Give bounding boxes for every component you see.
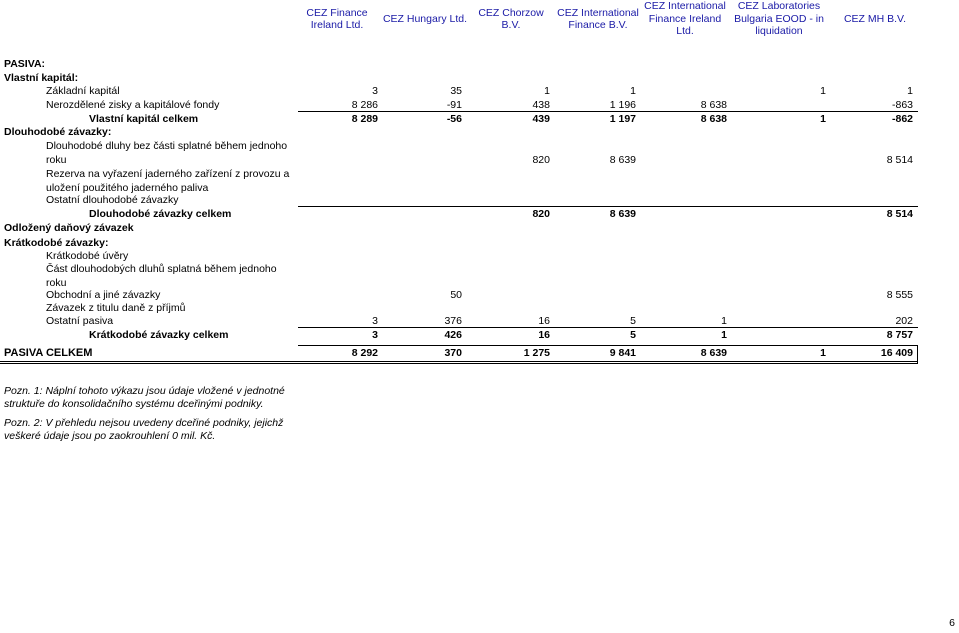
- row-value-col-4: 9 841: [609, 347, 636, 359]
- row-label: Nerozdělené zisky a kapitálové fondy: [46, 99, 220, 111]
- right-border: [917, 346, 918, 363]
- row-value-col-2: 35: [450, 85, 462, 97]
- table-row: [0, 112, 920, 126]
- table-row: [0, 249, 920, 263]
- row-value-col-7: 1: [907, 85, 913, 97]
- table-row: [0, 84, 920, 98]
- row-label: Závazek z titulu daně z příjmů: [46, 302, 186, 314]
- row-value-col-6: 1: [820, 347, 826, 359]
- row-value-col-6: 1: [820, 85, 826, 97]
- rule-line: [298, 111, 918, 112]
- row-value-col-7: 8 757: [886, 329, 913, 341]
- table-row: [0, 328, 920, 342]
- row-label: Dlouhodobé dluhy bez části splatné během jednoho roku: [46, 140, 288, 166]
- column-header-1: CEZ Finance Ireland Ltd.: [306, 6, 368, 31]
- row-label: Základní kapitál: [46, 85, 120, 97]
- row-value-col-7: -862: [891, 113, 913, 125]
- row-value-col-2: 370: [444, 347, 462, 359]
- table-row: [0, 167, 920, 195]
- table-row: [0, 98, 920, 112]
- row-value-col-6: 1: [820, 113, 826, 125]
- row-label: Rezerva na vyřazení jaderného zařízení z provozu a uložení použitého jaderného paliva: [46, 168, 290, 194]
- row-value-col-1: 3: [372, 85, 378, 97]
- table-row: [0, 346, 920, 360]
- row-value-col-1: 8 292: [351, 347, 378, 359]
- note-1: Pozn. 1: Náplní tohoto výkazu jsou údaje vložené v jednotné struktuře do konsolidačního systému dceřinými podniky.: [4, 385, 285, 410]
- row-value-col-4: 5: [630, 315, 636, 327]
- section-title-row: [0, 57, 920, 71]
- table-row: [0, 314, 920, 328]
- table-row: [0, 71, 920, 85]
- row-label: Ostatní dlouhodobé závazky: [46, 194, 179, 206]
- row-value-col-3: 16: [538, 329, 550, 341]
- row-value-col-2: 50: [450, 289, 462, 301]
- row-value-col-1: 8 289: [351, 113, 378, 125]
- row-label: Odložený daňový závazek: [4, 222, 134, 234]
- row-value-col-3: 820: [532, 154, 550, 166]
- section-title: PASIVA:: [4, 58, 46, 70]
- column-header-7: CEZ MH B.V.: [843, 12, 907, 25]
- row-label: Vlastní kapitál:: [4, 72, 79, 84]
- row-value-col-1: 8 286: [351, 99, 378, 111]
- row-value-col-2: 426: [444, 329, 462, 341]
- row-value-col-4: 1 196: [609, 99, 636, 111]
- column-header-3: CEZ Chorzow B.V.: [478, 6, 544, 31]
- row-label: Krátkodobé úvěry: [46, 250, 129, 262]
- row-value-col-1: 3: [372, 329, 378, 341]
- row-label: Část dlouhodobých dluhů splatná během jednoho roku: [46, 263, 277, 289]
- table-row: [0, 125, 920, 139]
- row-value-col-3: 1 275: [523, 347, 550, 359]
- row-value-col-7: 8 555: [886, 289, 913, 301]
- table-row: [0, 139, 920, 167]
- rule-line: [298, 206, 918, 207]
- row-value-col-4: 1: [630, 85, 636, 97]
- table-row: [0, 301, 920, 315]
- row-value-col-3: 438: [532, 99, 550, 111]
- column-header-6: CEZ Laboratories Bulgaria EOOD - in liquidation: [734, 0, 824, 38]
- row-value-col-2: -91: [446, 99, 462, 111]
- row-value-col-2: 376: [444, 315, 462, 327]
- row-value-col-5: 8 638: [700, 113, 727, 125]
- rule-line: [298, 327, 918, 328]
- row-value-col-7: 8 514: [886, 208, 913, 220]
- column-header-4: CEZ International Finance B.V.: [557, 6, 639, 31]
- row-label: Obchodní a jiné závazky: [46, 289, 161, 301]
- note-2: Pozn. 2: V přehledu nejsou uvedeny dceřiné podniky, jejichž veškeré údaje jsou po zaokrouhlení 0 mil. Kč.: [4, 417, 284, 442]
- table-row: [0, 193, 920, 207]
- row-value-col-4: 8 639: [609, 208, 636, 220]
- row-value-col-5: 8 639: [700, 347, 727, 359]
- row-label: Krátkodobé závazky:: [4, 237, 109, 249]
- row-label: Krátkodobé závazky celkem: [89, 329, 229, 341]
- row-label: Dlouhodobé závazky:: [4, 126, 112, 138]
- table-row: [0, 221, 920, 235]
- row-value-col-3: 1: [544, 85, 550, 97]
- row-value-col-7: 16 409: [880, 347, 913, 359]
- table-row: [0, 236, 920, 250]
- table-row: [0, 288, 920, 302]
- row-value-col-3: 820: [532, 208, 550, 220]
- row-value-col-7: 8 514: [886, 154, 913, 166]
- row-value-col-2: -56: [446, 113, 462, 125]
- row-value-col-4: 1 197: [609, 113, 636, 125]
- row-label: PASIVA CELKEM: [4, 347, 93, 359]
- row-value-col-7: -863: [891, 99, 913, 111]
- row-value-col-4: 5: [630, 329, 636, 341]
- row-value-col-5: 1: [721, 329, 727, 341]
- column-header-2: CEZ Hungary Ltd.: [382, 12, 468, 25]
- row-value-col-5: 8 638: [700, 99, 727, 111]
- row-label: Dlouhodobé závazky celkem: [89, 208, 232, 220]
- column-header-5: CEZ International Finance Ireland Ltd.: [644, 0, 726, 38]
- table-row: [0, 207, 920, 221]
- row-value-col-3: 16: [538, 315, 550, 327]
- row-label: Vlastní kapitál celkem: [89, 113, 199, 125]
- rule-line: [298, 345, 918, 346]
- row-value-col-5: 1: [721, 315, 727, 327]
- row-value-col-4: 8 639: [609, 154, 636, 166]
- table-row: [0, 262, 920, 290]
- row-value-col-7: 202: [895, 315, 913, 327]
- row-label: Ostatní pasiva: [46, 315, 114, 327]
- row-value-col-3: 439: [532, 113, 550, 125]
- page-number: 6: [949, 617, 955, 629]
- row-value-col-1: 3: [372, 315, 378, 327]
- total-underline: [0, 361, 918, 362]
- total-underline: [0, 363, 918, 364]
